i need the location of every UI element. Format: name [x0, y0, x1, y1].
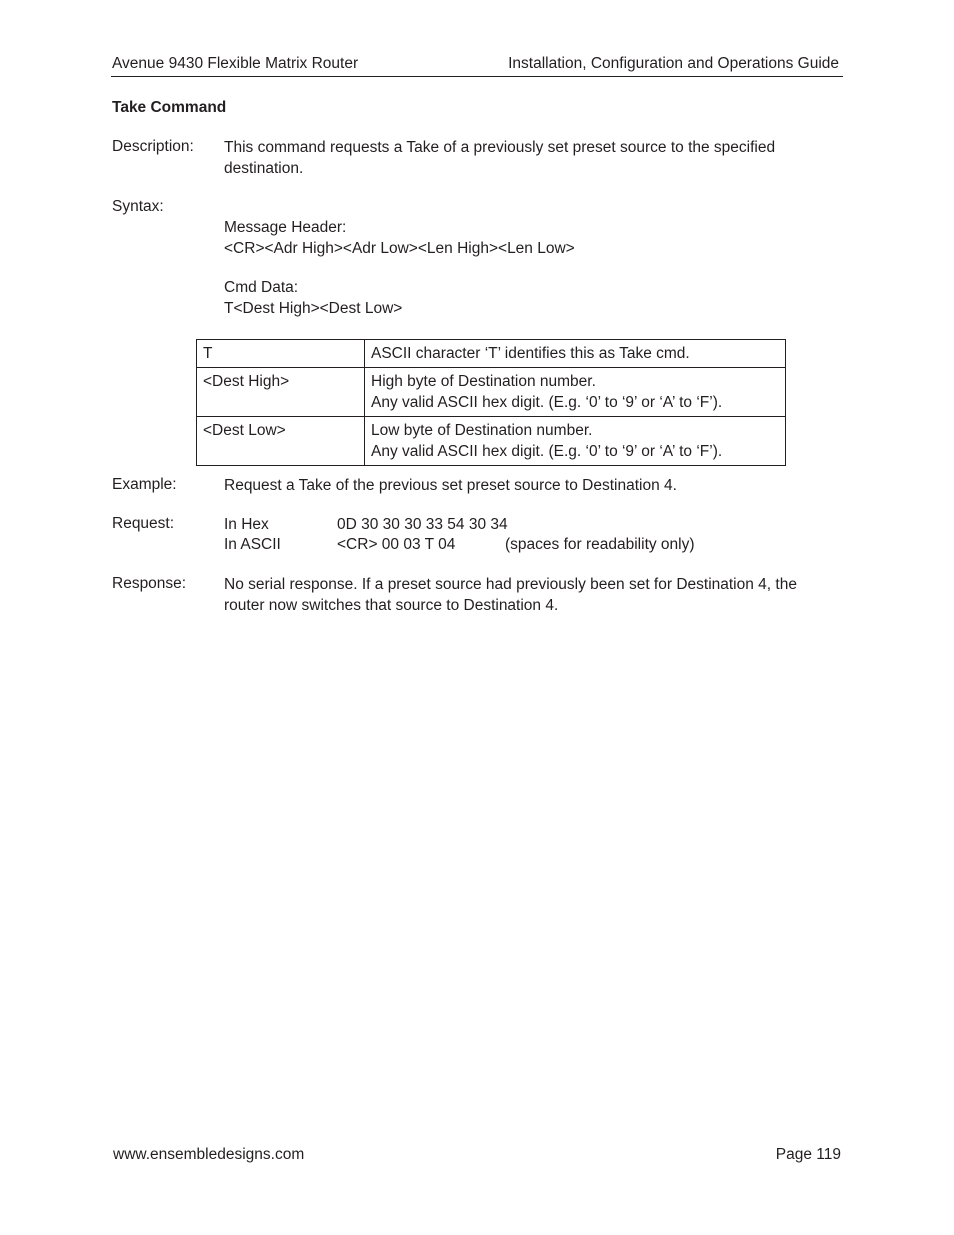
message-header-block	[224, 217, 575, 259]
table-row	[197, 340, 786, 368]
syntax-label: Syntax:	[112, 198, 164, 215]
response-line-2: router now switches that source to Destination 4.	[224, 597, 559, 614]
request-ascii-value: <CR> 00 03 T 04	[337, 536, 456, 553]
table-row	[197, 417, 786, 466]
request-ascii-note: (spaces for readability only)	[505, 536, 695, 553]
table-cell-field: T	[197, 340, 365, 368]
table-cell-description	[365, 340, 786, 368]
message-header-label: Message Header:	[224, 219, 347, 236]
response-line-1: No serial response. If a preset source had previously been set for Destination 4, the	[224, 576, 797, 593]
table-cell-line: Any valid ASCII hex digit. (E.g. ‘0’ to ‘9’ or ‘A’ to ‘F’).	[371, 443, 723, 460]
table-cell-line: ASCII character ‘T’ identifies this as Take cmd.	[371, 345, 690, 362]
header-guide-title: Installation, Configuration and Operations Guide	[508, 55, 839, 72]
header-divider	[111, 76, 843, 77]
request-label: Request:	[112, 515, 175, 532]
description-line-1: This command requests a Take of a previously set preset source to the specified	[224, 139, 776, 156]
description-label: Description:	[112, 138, 194, 155]
table-cell-line: Any valid ASCII hex digit. (E.g. ‘0’ to ‘9’ or ‘A’ to ‘F’).	[371, 394, 723, 411]
section-title: Take Command	[112, 99, 227, 116]
description-text	[224, 137, 775, 179]
cmd-data-value: T<Dest High><Dest Low>	[224, 300, 403, 317]
request-ascii-label: In ASCII	[224, 536, 281, 553]
footer-page-number: Page 119	[775, 1146, 841, 1163]
request-hex-value: 0D 30 30 30 33 54 30 34	[337, 516, 508, 533]
example-text: Request a Take of the previous set preset source to Destination 4.	[224, 477, 677, 494]
cmd-data-block	[224, 277, 402, 319]
table-row	[197, 368, 786, 417]
cmd-data-label: Cmd Data:	[224, 279, 299, 296]
footer-website: www.ensembledesigns.com	[113, 1146, 305, 1163]
response-label: Response:	[112, 575, 187, 592]
response-text	[224, 574, 797, 616]
table-cell-field: <Dest High>	[197, 368, 365, 417]
table-cell-description	[365, 417, 786, 466]
table-cell-line: High byte of Destination number.	[371, 373, 596, 390]
message-header-value: <CR><Adr High><Adr Low><Len High><Len Low>	[224, 240, 575, 257]
command-field-table	[196, 339, 786, 466]
header-title: Avenue 9430 Flexible Matrix Router	[112, 55, 359, 72]
request-hex-label: In Hex	[224, 516, 269, 533]
example-label: Example:	[112, 476, 177, 493]
description-line-2: destination.	[224, 160, 304, 177]
table-cell-line: Low byte of Destination number.	[371, 422, 593, 439]
table-cell-field: <Dest Low>	[197, 417, 365, 466]
table-cell-description	[365, 368, 786, 417]
